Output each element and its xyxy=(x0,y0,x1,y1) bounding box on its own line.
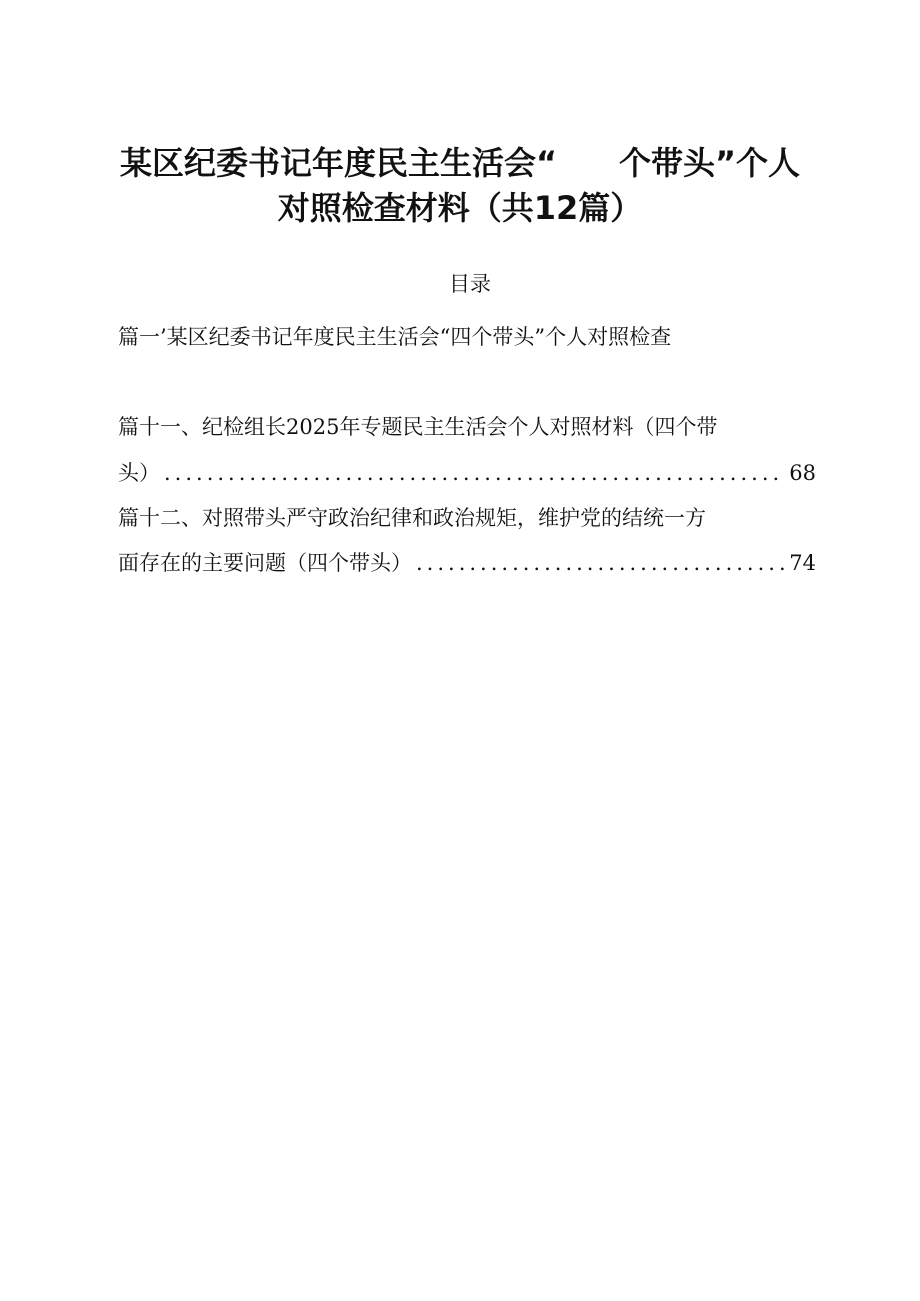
document-title-line-1 xyxy=(0,138,920,184)
toc-entry-11-text: 头） xyxy=(118,461,160,485)
toc-heading: 目录 xyxy=(449,272,491,296)
toc-entry-11-line-1[interactable]: 篇十一、纪检组长2025年专题民主生活会个人对照材料（四个带 xyxy=(118,415,718,439)
toc-entry-12-page-number: 74 xyxy=(789,551,816,575)
toc-entry-11-line-2[interactable] xyxy=(118,458,816,488)
title-part-2: 个带头”个人 xyxy=(619,144,801,182)
toc-entry-11-page-number: 68 xyxy=(789,461,816,485)
toc-entry-1[interactable]: 篇一’某区纪委书记年度民主生活会“四个带头”个人对照检查 xyxy=(118,325,672,349)
dot-leader xyxy=(164,458,785,488)
dot-leader xyxy=(416,548,785,578)
title-part-1: 某区纪委书记年度民主生活会“ xyxy=(119,144,557,182)
document-title-line-2: 对照检查材料（共12篇） xyxy=(277,189,643,227)
toc-entry-12-text: 面存在的主要问题（四个带头） xyxy=(118,551,412,575)
toc-entry-12-line-1[interactable]: 篇十二、对照带头严守政治纪律和政治规矩，维护党的结统一方 xyxy=(118,506,706,530)
toc-entry-12-line-2[interactable] xyxy=(118,548,816,578)
